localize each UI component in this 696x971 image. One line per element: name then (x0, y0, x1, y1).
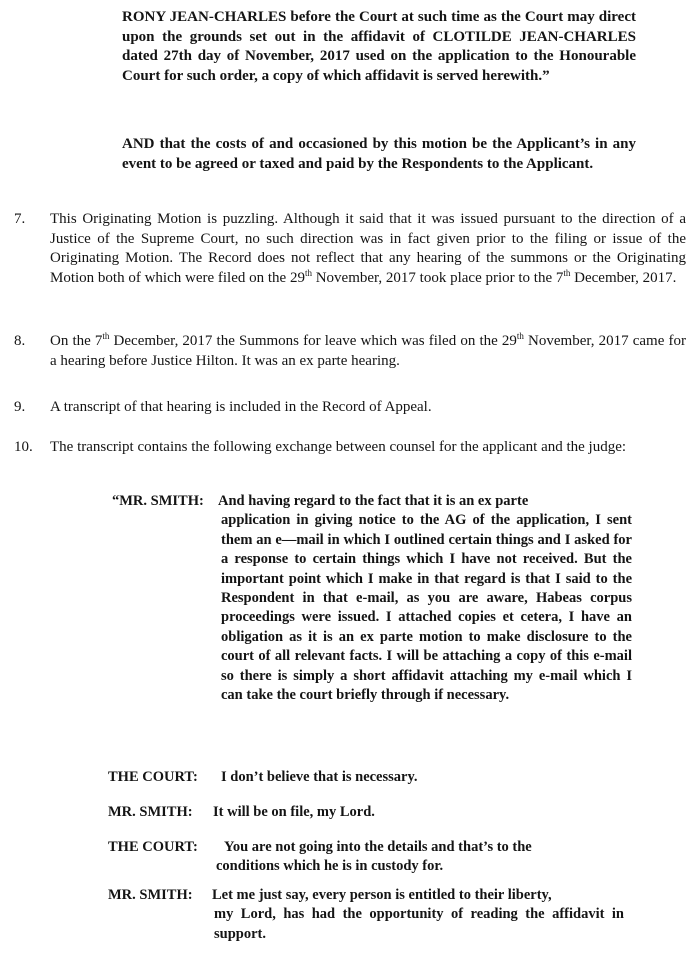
transcript-text: I don’t believe that is necessary. (221, 769, 418, 785)
transcript-text-continued: conditions which he is in custody for. (216, 858, 444, 875)
transcript-text: And having regard to the fact that it is an ex parte (218, 493, 529, 509)
paragraph-number: 10. (14, 439, 33, 455)
paragraph-number: 8. (14, 333, 26, 349)
quoted-motion-text: RONY JEAN-CHARLES before the Court at such time as the Court may direct upon the grounds set out in the affidavit of CLOTILDE JEAN-CHARLES dated 27th day of November, 2017 used on the application to the Honourable Court for such order, a copy of which affidavit is served herewith.” (122, 9, 636, 84)
speaker-label: THE COURT: (108, 839, 198, 855)
paragraph-text: A transcript of that hearing is included in the Record of Appeal. (50, 399, 432, 415)
transcript-text-continued: my Lord, has had the opportunity of reading the affidavit in support. (214, 906, 624, 942)
paragraph-text: The transcript contains the following exchange between counsel for the applicant and the judge: (50, 439, 627, 455)
transcript-text: Let me just say, every person is entitled to their liberty, (212, 887, 552, 903)
transcript-text-continued: application in giving notice to the AG of the application, I sent them an e—mail in which I outlined certain things and I asked for a response to certain things which I have not received. But the important point which I make in that regard is that I said to the Respondent in that e-mail, as you are aware, Habeas corpus proceedings were issued. I attached copies et cetera, I have an obligation as it is an ex parte motion to make disclosure to the court of all relevant facts. I will be attaching a copy of this e-mail so there is simply a short affidavit attaching my e-mail which I can take the court briefly through if necessary. (221, 512, 632, 704)
speaker-label: THE COURT: (108, 769, 198, 785)
paragraph-text: This Originating Motion is puzzling. Although it said that it was issued pursuant to the direction of a Justice of the Supreme Court, no such direction was in fact given prior to the filing or issue of the Originating Motion. The Record does not reflect that any hearing of the summons or the Originating Motion both of which were filed on the 29th November, 2017 took place prior to the 7th December, 2017. (50, 211, 686, 286)
paragraph-number: 7. (14, 211, 26, 227)
speaker-label: MR. SMITH: (108, 804, 193, 820)
speaker-label: MR. SMITH: (108, 887, 193, 903)
quoted-costs-clause: AND that the costs of and occasioned by this motion be the Applicant’s in any event to be agreed or taxed and paid by the Respondents to the Applicant. (122, 136, 636, 172)
transcript-text: You are not going into the details and that’s to the (224, 839, 532, 855)
paragraph-text: On the 7th December, 2017 the Summons for leave which was filed on the 29th November, 2017 came for a hearing before Justice Hilton. It was an ex parte hearing. (50, 331, 686, 369)
speaker-label: “MR. SMITH: (112, 493, 204, 509)
transcript-text: It will be on file, my Lord. (213, 804, 375, 820)
paragraph-number: 9. (14, 399, 26, 415)
